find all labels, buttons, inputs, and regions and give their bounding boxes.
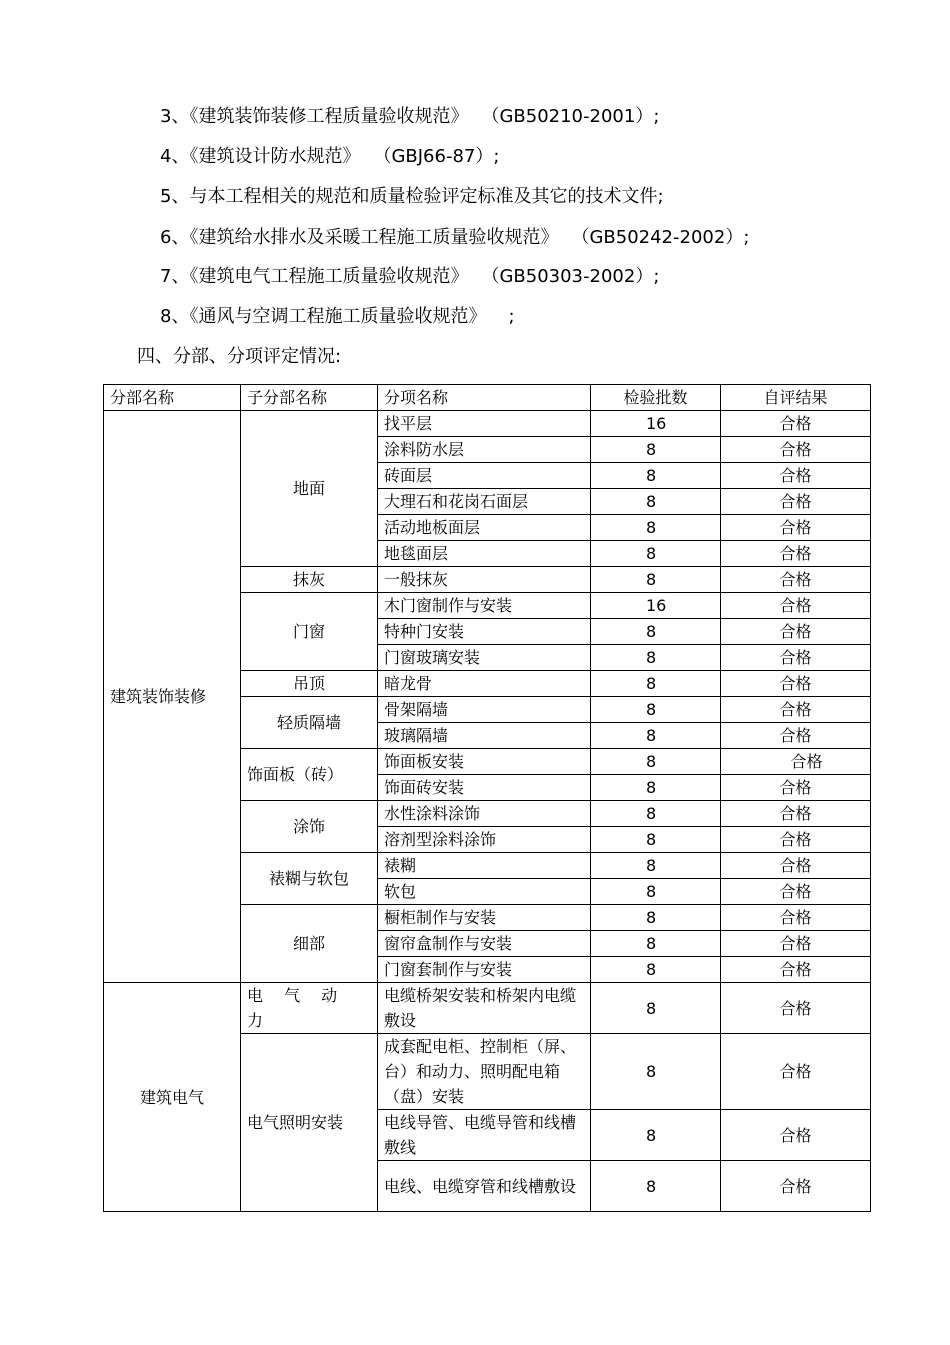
subdivision-cell: 地面 <box>241 411 378 567</box>
result: 合格 <box>721 515 871 541</box>
result: 合格 <box>721 1161 871 1212</box>
header-item: 分项名称 <box>378 385 591 411</box>
result: 合格 <box>721 645 871 671</box>
result: 合格 <box>721 437 871 463</box>
item-name: 饰面砖安装 <box>378 775 591 801</box>
result: 合格 <box>721 879 871 905</box>
batch-count: 8 <box>591 853 721 879</box>
batch-count: 8 <box>591 489 721 515</box>
item-name: 成套配电柜、控制柜（屏、台）和动力、照明配电箱（盘）安装 <box>378 1034 591 1110</box>
batch-count: 8 <box>591 775 721 801</box>
subdivision-cell: 轻质隔墙 <box>241 697 378 749</box>
batch-count: 8 <box>591 515 721 541</box>
item-name: 玻璃隔墙 <box>378 723 591 749</box>
result: 合格 <box>721 957 871 983</box>
batch-count: 8 <box>591 645 721 671</box>
result: 合格 <box>721 775 871 801</box>
standard-line-6: 6、《建筑给水排水及采暖工程施工质量验收规范》 （GB50242-2002）; <box>160 227 750 248</box>
item-name: 找平层 <box>378 411 591 437</box>
batch-count: 8 <box>591 1034 721 1110</box>
item-name: 橱柜制作与安装 <box>378 905 591 931</box>
result: 合格 <box>721 489 871 515</box>
table-header-row <box>104 385 871 411</box>
batch-count: 8 <box>591 541 721 567</box>
subdivision-cell: 门窗 <box>241 593 378 671</box>
item-name: 门窗套制作与安装 <box>378 957 591 983</box>
item-name: 砖面层 <box>378 463 591 489</box>
result: 合格 <box>721 541 871 567</box>
batch-count: 8 <box>591 905 721 931</box>
batch-count: 16 <box>591 593 721 619</box>
subdivision-cell: 抹灰 <box>241 567 378 593</box>
header-batch-count: 检验批数 <box>591 385 721 411</box>
result: 合格 <box>721 567 871 593</box>
subdivision-cell: 裱糊与软包 <box>241 853 378 905</box>
header-result: 自评结果 <box>721 385 871 411</box>
batch-count: 8 <box>591 723 721 749</box>
result: 合格 <box>721 1034 871 1110</box>
header-division: 分部名称 <box>104 385 241 411</box>
result: 合格 <box>721 827 871 853</box>
table-row <box>104 411 871 437</box>
batch-count: 8 <box>591 463 721 489</box>
batch-count: 8 <box>591 983 721 1034</box>
result: 合格 <box>721 931 871 957</box>
batch-count: 8 <box>591 697 721 723</box>
item-name: 电线、电缆穿管和线槽敷设 <box>378 1161 591 1212</box>
result: 合格 <box>721 593 871 619</box>
subdivision-cell: 涂饰 <box>241 801 378 853</box>
evaluation-table <box>103 384 871 1212</box>
result: 合格 <box>721 697 871 723</box>
standard-line-3: 3、《建筑装饰装修工程质量验收规范》 （GB50210-2001）; <box>160 106 660 127</box>
subdivision-cell: 饰面板（砖） <box>241 749 378 801</box>
item-name: 电缆桥架安装和桥架内电缆敷设 <box>378 983 591 1034</box>
result: 合格 <box>721 1110 871 1161</box>
subdivision-cell: 电气照明安装 <box>241 1034 378 1212</box>
subdivision-cell: 吊顶 <box>241 671 378 697</box>
batch-count: 8 <box>591 957 721 983</box>
batch-count: 8 <box>591 437 721 463</box>
result: 合格 <box>721 983 871 1034</box>
standard-line-7: 7、《建筑电气工程施工质量验收规范》 （GB50303-2002）; <box>160 266 660 287</box>
result: 合格 <box>721 853 871 879</box>
item-name: 特种门安装 <box>378 619 591 645</box>
item-name: 涂料防水层 <box>378 437 591 463</box>
result: 合格 <box>721 463 871 489</box>
result: 合格 <box>721 801 871 827</box>
item-name: 一般抹灰 <box>378 567 591 593</box>
item-name: 电线导管、电缆导管和线槽敷线 <box>378 1110 591 1161</box>
item-name: 地毯面层 <box>378 541 591 567</box>
item-name: 软包 <box>378 879 591 905</box>
subdivision-cell: 电 气 动 力 <box>241 983 378 1034</box>
batch-count: 8 <box>591 619 721 645</box>
batch-count: 8 <box>591 1110 721 1161</box>
result: 合格 <box>721 619 871 645</box>
batch-count: 8 <box>591 801 721 827</box>
batch-count: 16 <box>591 411 721 437</box>
item-name: 溶剂型涂料涂饰 <box>378 827 591 853</box>
item-name: 暗龙骨 <box>378 671 591 697</box>
item-name: 裱糊 <box>378 853 591 879</box>
item-name: 骨架隔墙 <box>378 697 591 723</box>
result: 合格 <box>721 723 871 749</box>
result: 合格 <box>721 411 871 437</box>
item-name: 水性涂料涂饰 <box>378 801 591 827</box>
result: 合格 <box>721 905 871 931</box>
batch-count: 8 <box>591 567 721 593</box>
batch-count: 8 <box>591 931 721 957</box>
subdivision-cell: 细部 <box>241 905 378 983</box>
item-name: 饰面板安装 <box>378 749 591 775</box>
result: 合格 <box>721 671 871 697</box>
batch-count: 8 <box>591 749 721 775</box>
item-name: 门窗玻璃安装 <box>378 645 591 671</box>
header-subdivision: 子分部名称 <box>241 385 378 411</box>
result: 合格 <box>721 749 871 775</box>
item-name: 窗帘盒制作与安装 <box>378 931 591 957</box>
table-row <box>104 983 871 1034</box>
standard-line-5: 5、与本工程相关的规范和质量检验评定标准及其它的技术文件; <box>160 186 664 207</box>
batch-count: 8 <box>591 1161 721 1212</box>
item-name: 大理石和花岗石面层 <box>378 489 591 515</box>
batch-count: 8 <box>591 671 721 697</box>
item-name: 活动地板面层 <box>378 515 591 541</box>
division-cell: 建筑电气 <box>104 983 241 1212</box>
division-cell: 建筑装饰装修 <box>104 411 241 983</box>
standard-line-8: 8、《通风与空调工程施工质量验收规范》 ; <box>160 306 515 327</box>
batch-count: 8 <box>591 879 721 905</box>
standard-line-4: 4、《建筑设计防水规范》 （GBJ66-87）; <box>160 146 500 167</box>
item-name: 木门窗制作与安装 <box>378 593 591 619</box>
section-heading: 四、分部、分项评定情况: <box>137 346 342 367</box>
batch-count: 8 <box>591 827 721 853</box>
